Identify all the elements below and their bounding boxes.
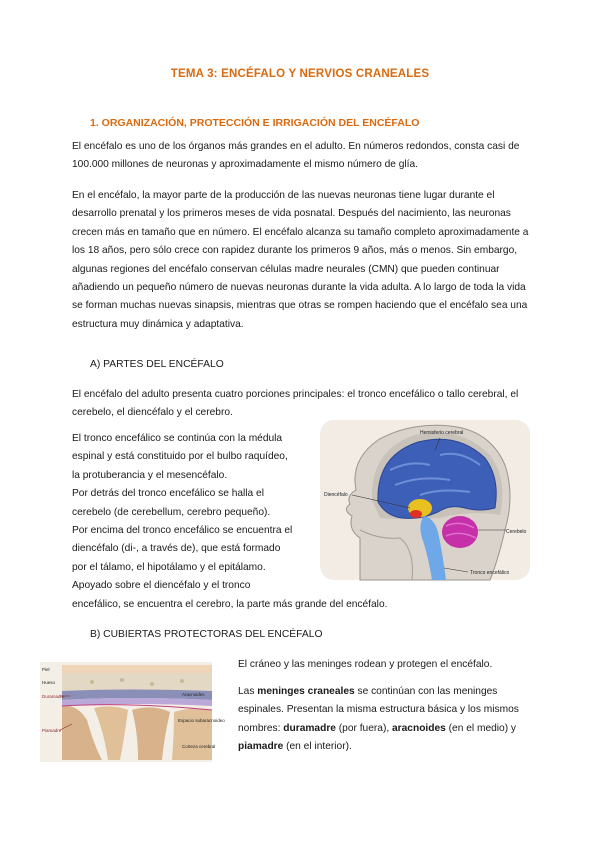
parts-line: encefálico, se encuentra el cerebro, la parte más grande del encéfalo. xyxy=(72,598,388,610)
paragraph-skull-meninges: El cráneo y las meninges rodean y protegen el encéfalo. xyxy=(238,659,493,670)
parts-line: la protuberancia y el mesencéfalo. xyxy=(72,469,228,481)
paragraph-development: En el encéfalo, la mayor parte de la producción de las nuevas neuronas tiene lugar durante el desarrollo prenatal y los primeros meses de vida posnatal. Después del nacimiento, las neuronas crecen más en tamaño que en número. El encéfalo alcanza su tamaño completo aproximadamente a los 18 años, pero sólo crece con rapidez durante los primeros 9 años, más o menos. Sin embargo, algunas regiones del encéfalo conservan células madre neurales (CMN) que pueden continuar añadiendo un pequeño número de nuevas neuronas durante la vida adulta. A lo largo de toda la vida se forman muchas nuevas sinapsis, mientras que otras se rompen haciendo que el encéfalo sea una estructura muy dinámica y adaptativa. xyxy=(72,190,529,330)
label-subarachnoid: Espacio subaracnoideo xyxy=(178,718,225,723)
paragraph-meninges-layers: Las meninges craneales se continúan con las meninges espinales. Presentan la misma estructura básica y los mismos nombres: duramadre (por fuera), aracnoides (en el medio) y piamadre (en el interior). xyxy=(238,686,519,753)
parts-line: El tronco encefálico se continúa con la médula xyxy=(72,433,283,444)
label-cortex: Corteza cerebral xyxy=(182,744,216,749)
term-duramadre: duramadre xyxy=(283,722,336,734)
term-aracnoides: aracnoides xyxy=(392,722,446,734)
label-diencephalon: Diencéfalo xyxy=(324,492,348,498)
parts-line: espinal y está constituido por el bulbo raquídeo, xyxy=(72,451,288,463)
term-piamadre: piamadre xyxy=(238,741,284,753)
parts-line: por el tálamo, el hipotálamo y el epitálamo. xyxy=(72,561,266,573)
parts-line: Por detrás del tronco encefálico se halla el xyxy=(72,488,264,500)
label-brainstem: Tronco encefálico xyxy=(470,570,510,576)
label-bone: Hueso xyxy=(42,680,56,685)
meninges-figure xyxy=(32,660,225,765)
label-dura: Duramadre xyxy=(42,694,65,699)
parts-line: Apoyado sobre el diencéfalo y el tronco xyxy=(72,580,251,592)
section-heading-1: 1. ORGANIZACIÓN, PROTECCIÓN E IRRIGACIÓN DEL ENCÉFALO xyxy=(90,117,420,129)
page-title: TEMA 3: ENCÉFALO Y NERVIOS CRANEALES xyxy=(170,68,430,80)
label-cerebellum: Cerebelo xyxy=(506,529,527,535)
subheading-b: B) CUBIERTAS PROTECTORAS DEL ENCÉFALO xyxy=(90,629,323,640)
subheading-a: A) PARTES DEL ENCÉFALO xyxy=(90,359,224,370)
label-cerebrum: Hemisferio cerebral xyxy=(420,430,464,436)
label-skin: Piel xyxy=(42,667,50,672)
parts-line: cerebelo (de cerebellum, cerebro pequeño). xyxy=(72,506,271,518)
paragraph-portions: El encéfalo del adulto presenta cuatro porciones principales: el tronco encefálico o tallo cerebral, el cerebelo, el diencéfalo y el cerebro. xyxy=(72,389,519,419)
term-meninges: meninges craneales xyxy=(257,686,355,697)
paragraph-intro: El encéfalo es uno de los órganos más grandes en el adulto. En números redondos, consta casi de 100.000 millones de neuronas y aproximadamente el mismo número de glía. xyxy=(72,141,520,171)
label-pia: Piamadre xyxy=(42,728,62,733)
label-arachnoid: Aracnoides xyxy=(182,692,205,697)
parts-line: diencéfalo (di-, a través de), que está formado xyxy=(72,543,281,555)
brain-sagittal-figure xyxy=(320,420,530,580)
parts-line: Por encima del tronco encefálico se encuentra el xyxy=(72,525,293,537)
